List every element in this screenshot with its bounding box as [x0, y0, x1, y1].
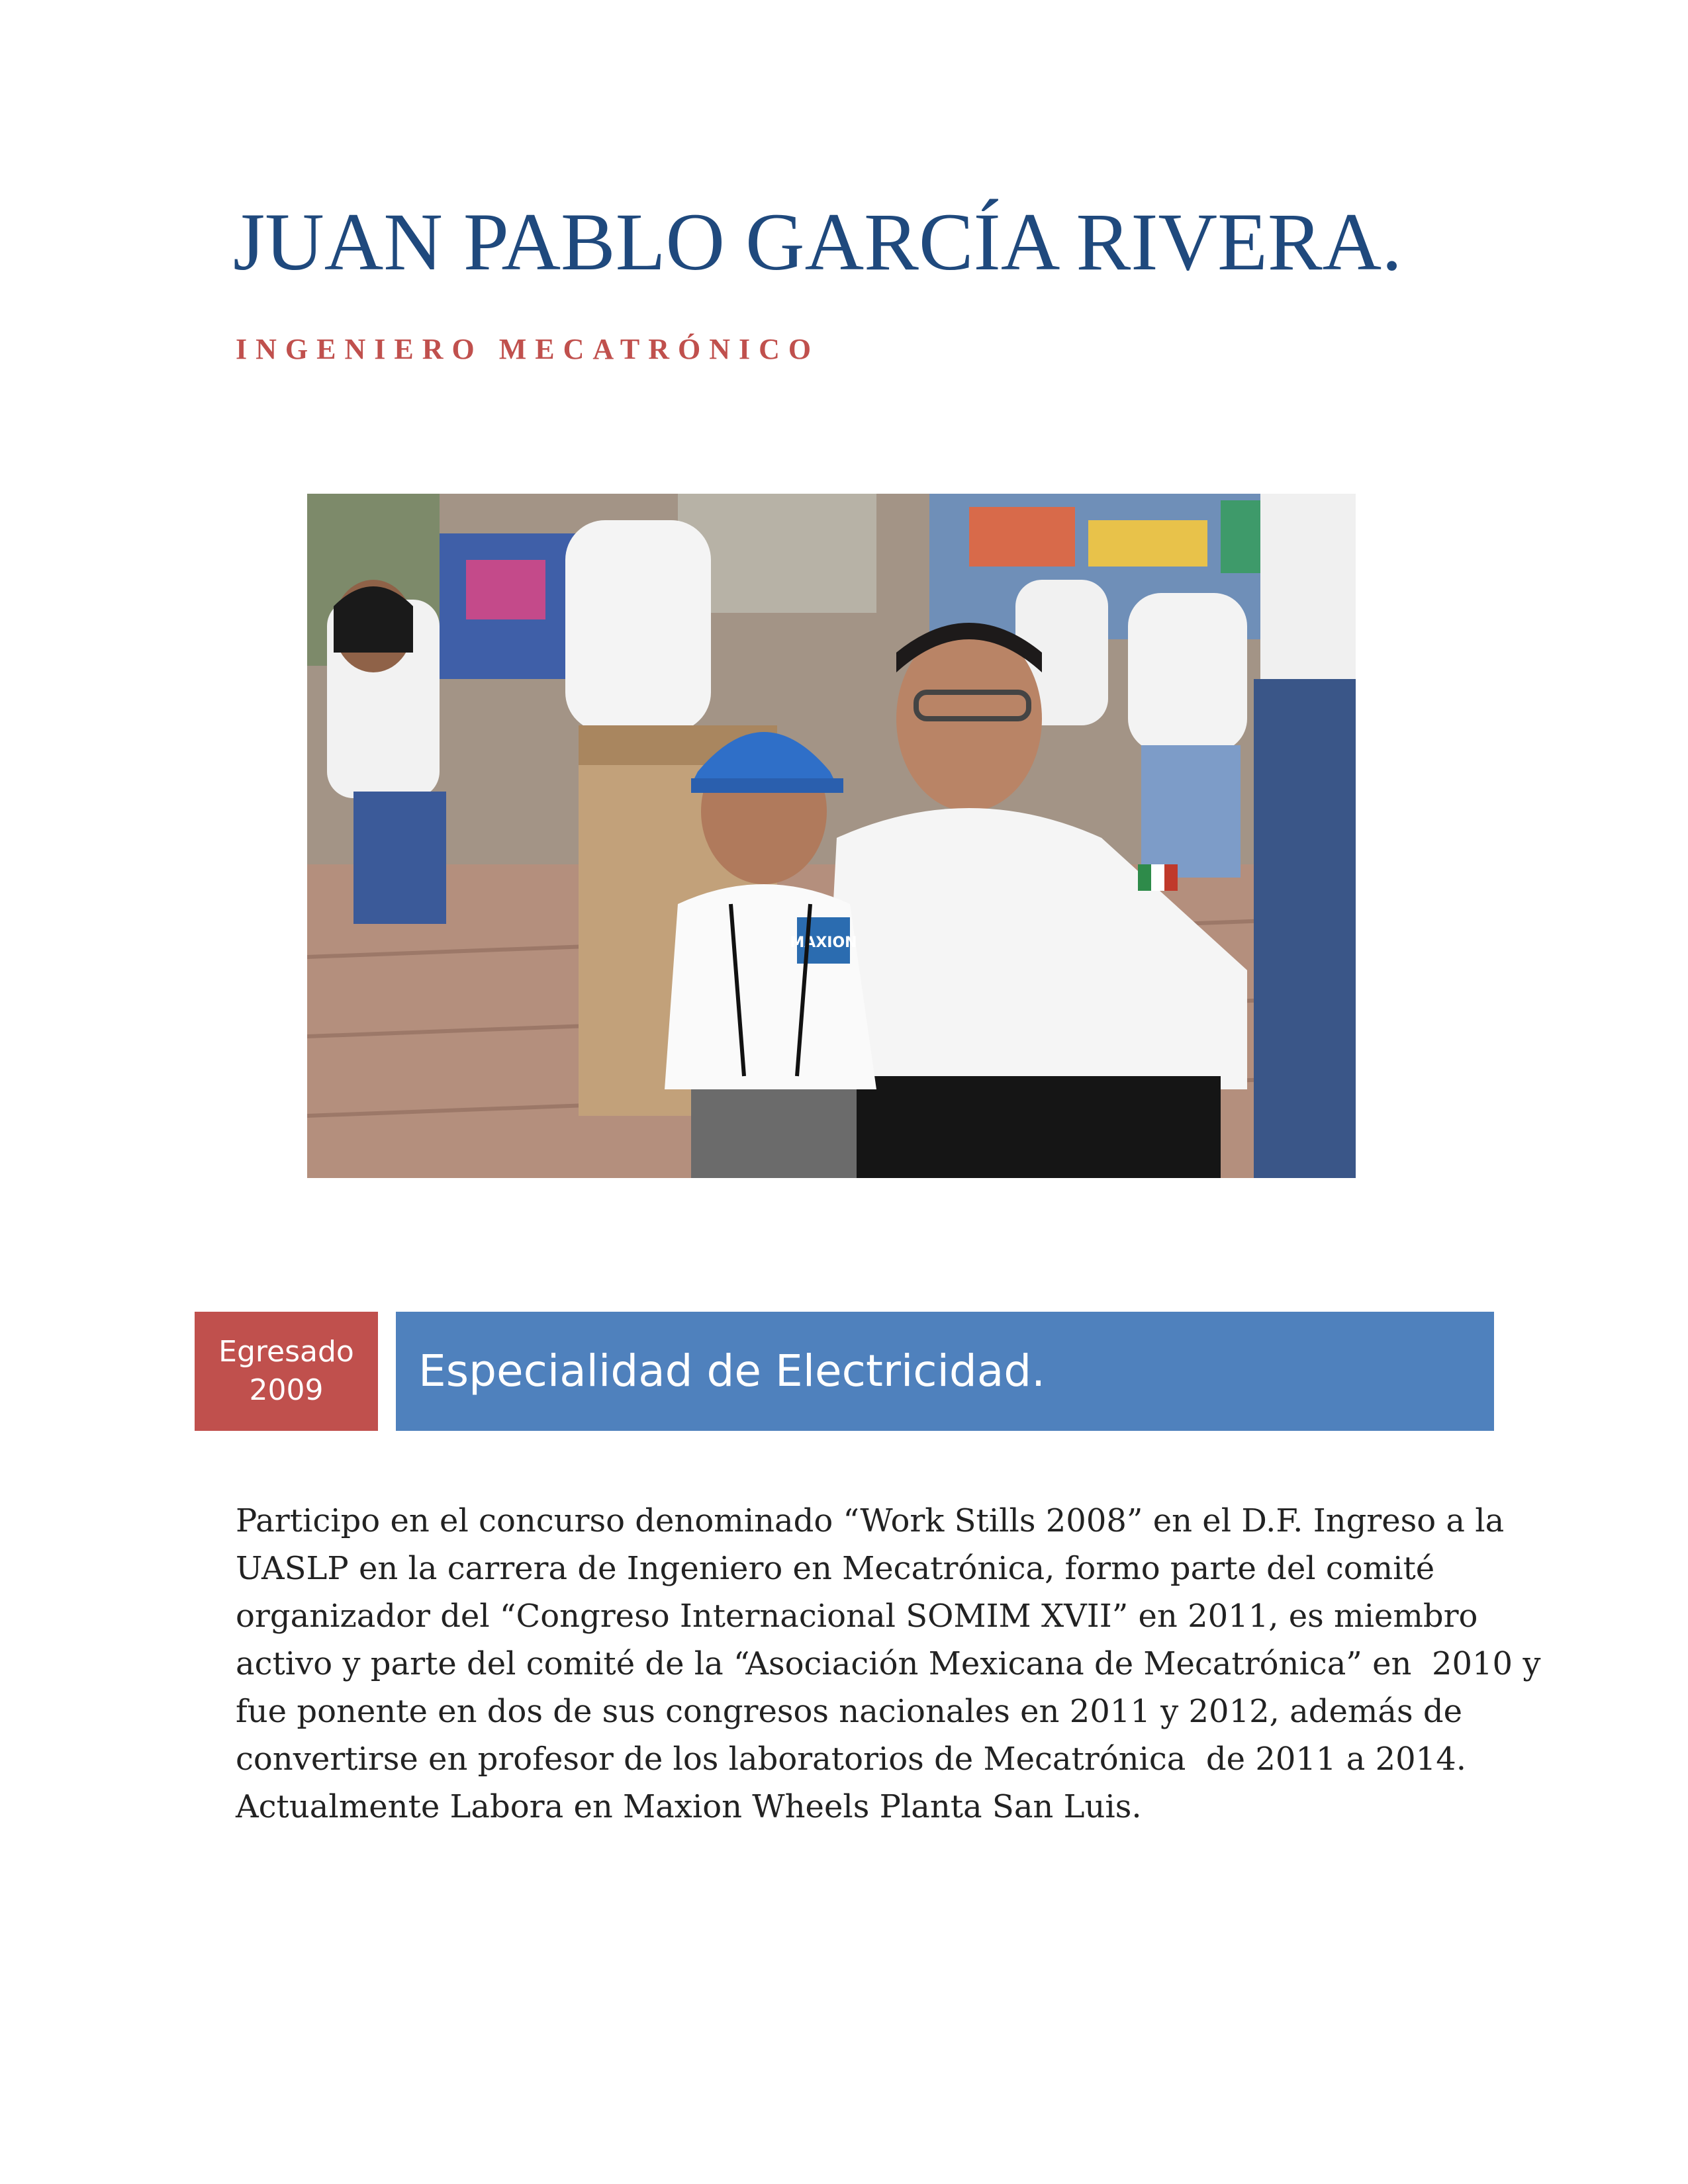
profile-photo — [307, 494, 1356, 1178]
specialty-banner: Especialidad de Electricidad. — [396, 1312, 1494, 1431]
bio-line: Actualmente Labora en Maxion Wheels Planta San Luis. — [236, 1788, 1142, 1825]
bio-line: activo y parte del comité de la “Asociación Mexicana de Mecatrónica” en 2010 y — [236, 1645, 1541, 1682]
bio-line: organizador del “Congreso Internacional SOMIM XVII” en 2011, es miembro — [236, 1598, 1478, 1635]
graduation-year: 2009 — [249, 1373, 324, 1407]
bio-line: convertirse en profesor de los laboratorios de Mecatrónica de 2011 a 2014. — [236, 1741, 1467, 1778]
profession-subtitle: INGENIERO MECATRÓNICO — [236, 333, 820, 365]
bio-line: Participo en el concurso denominado “Work Stills 2008” en el D.F. Ingreso a la — [236, 1502, 1505, 1539]
page-title: JUAN PABLO GARCÍA RIVERA. — [233, 197, 1403, 287]
biography-paragraph — [236, 1497, 1541, 1831]
bio-line: fue ponente en dos de sus congresos nacionales en 2011 y 2012, además de — [236, 1693, 1463, 1730]
bio-line: UASLP en la carrera de Ingeniero en Mecatrónica, formo parte del comité — [236, 1550, 1435, 1587]
graduation-label: Egresado — [218, 1335, 354, 1369]
shirt-logo: MAXION — [790, 934, 857, 951]
graduation-year-badge — [195, 1312, 378, 1431]
